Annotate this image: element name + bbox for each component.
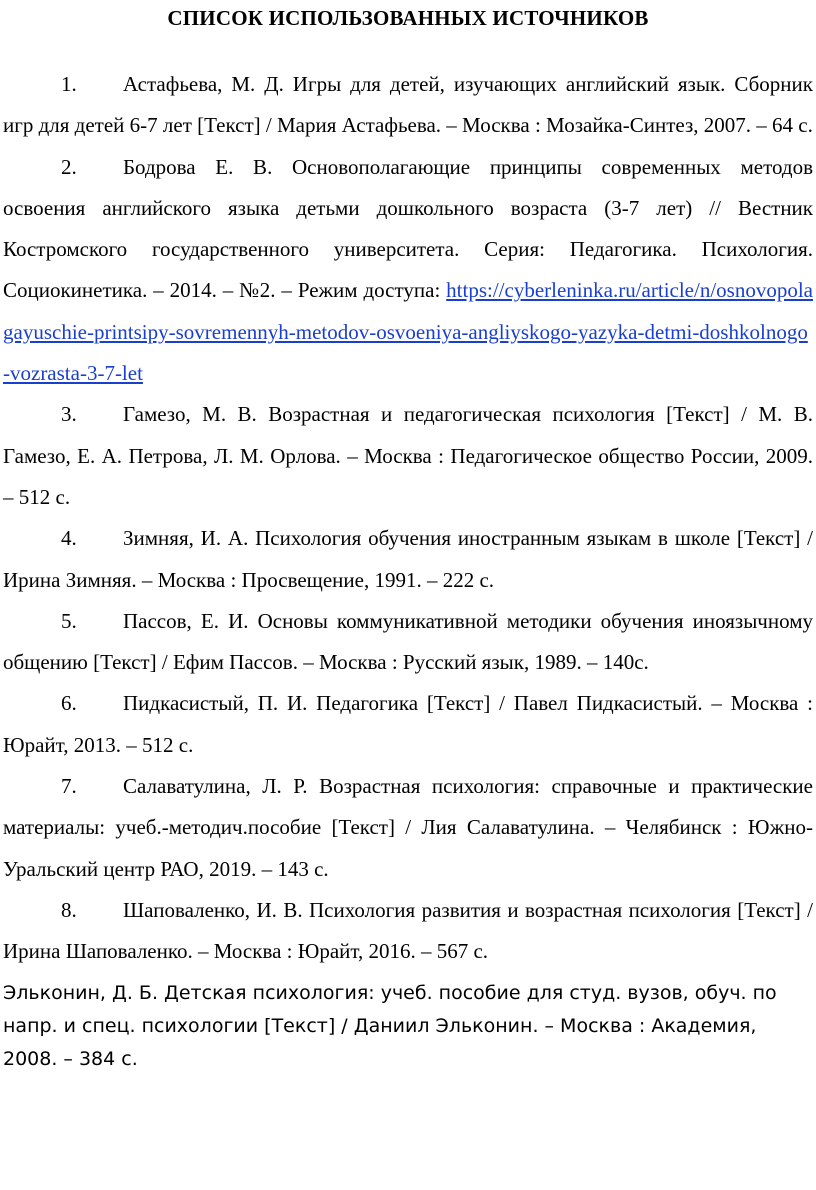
reference-item <box>3 890 813 973</box>
reference-list <box>3 64 813 973</box>
reference-text: Шаповаленко, И. В. Психология развития и возрастная психология [Текст] / Ирина Шаповаленко. – Москва : Юрайт, 2016. – 567 с. <box>3 897 813 964</box>
reference-text: Астафьева, М. Д. Игры для детей, изучающих английский язык. Сборник игр для детей 6-7 лет [Текст] / Мария Астафьева. – Москва : Мозайка-Синтез, 2007. – 64 с. <box>3 72 813 138</box>
reference-number: 5. <box>61 608 77 633</box>
reference-item <box>3 64 813 147</box>
reference-item <box>3 147 813 395</box>
reference-number: 2. <box>61 154 77 179</box>
unnumbered-reference: Эльконин, Д. Б. Детская психология: учеб. пособие для студ. вузов, обуч. по напр. и спец. психологии [Текст] / Даниил Эльконин. – Москва : Академия, 2008. – 384 с. <box>3 981 777 1070</box>
reference-text: Зимняя, И. А. Психология обучения иностранным языкам в школе [Текст] / Ирина Зимняя. – Москва : Просвещение, 1991. – 222 с. <box>3 526 813 592</box>
reference-number: 7. <box>61 774 77 799</box>
reference-text: Салаватулина, Л. Р. Возрастная психология: справочные и практические материалы: учеб.-методич.пособие [Текст] / Лия Салаватулина. – Челябинск : Южно-Уральский центр РАО, 2019. – 143 с. <box>3 774 813 881</box>
page-title: СПИСОК ИСПОЛЬЗОВАННЫХ ИСТОЧНИКОВ <box>167 6 649 30</box>
reference-link[interactable]: https://cyberleninka.ru/article/n/osnovopolagayuschie-printsipy-sovremennyh-metodov-osvoeniya-angliyskogo-yazyka-detmi-doshkolnogo-vozrasta-3-7-let <box>3 278 813 386</box>
reference-item <box>3 518 813 601</box>
reference-number: 6. <box>61 691 77 716</box>
reference-item <box>3 601 813 684</box>
reference-number: 3. <box>61 402 77 427</box>
reference-text: Пассов, Е. И. Основы коммуникативной методики обучения иноязычному общению [Текст] / Ефим Пассов. – Москва : Русский язык, 1989. – 140с. <box>3 608 813 675</box>
reference-item <box>3 394 813 518</box>
reference-item <box>3 766 813 890</box>
reference-number: 1. <box>61 72 77 96</box>
reference-item <box>3 683 813 766</box>
reference-text: Гамезо, М. В. Возрастная и педагогическая психология [Текст] / М. В. Гамезо, Е. А. Петрова, Л. М. Орлова. – Москва : Педагогическое общество России, 2009. – 512 с. <box>3 402 813 509</box>
reference-number: 4. <box>61 526 77 551</box>
reference-text: Бодрова Е. В. Основополагающие принципы современных методов освоения английского языка детьми дошкольного возраста (3-7 лет) // Вестник Костромского государственного университета. Серия: Педагогика. Психология. Социокинетика. – 2014. – №2. – Режим доступа: <box>3 154 813 303</box>
reference-text: Пидкасистый, П. И. Педагогика [Текст] / Павел Пидкасистый. – Москва : Юрайт, 2013. – 512 с. <box>3 691 813 757</box>
reference-number: 8. <box>61 897 77 922</box>
